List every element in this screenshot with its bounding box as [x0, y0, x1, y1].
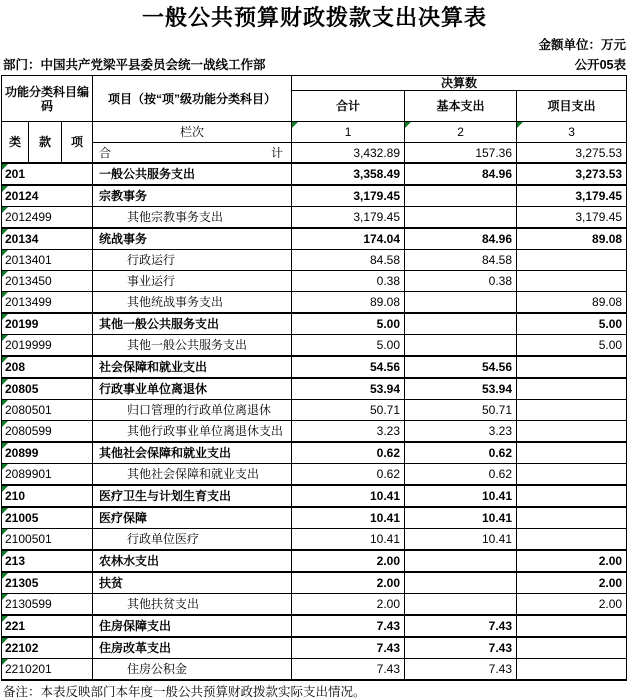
basic-amount-cell: 10.41 [405, 529, 517, 551]
section-code-header: 款 [29, 122, 62, 164]
project-amount-cell: 3,273.53 [517, 163, 627, 185]
table-code-label: 公开05表 [574, 58, 626, 72]
function-code-cell: 2019999 [2, 335, 93, 357]
project-amount-cell: 89.08 [517, 292, 627, 314]
function-code-cell: 2012499 [2, 207, 93, 229]
item-name-cell: 行政运行 [93, 250, 292, 271]
item-name-cell: 宗教事务 [93, 185, 292, 207]
basic-column-header: 基本支出 [405, 91, 517, 122]
basic-amount-cell: 50.71 [405, 400, 517, 421]
item-name-cell: 其他一般公共服务支出 [93, 335, 292, 357]
basic-amount-cell: 0.38 [405, 271, 517, 292]
project-amount-cell [517, 637, 627, 659]
table-row [2, 594, 627, 616]
total-amount-cell: 3,179.45 [292, 207, 405, 229]
total-amount-cell: 50.71 [292, 400, 405, 421]
total-amount-cell: 89.08 [292, 292, 405, 314]
total-amount-cell: 7.43 [292, 637, 405, 659]
project-amount-cell [517, 356, 627, 378]
function-code-cell: 20124 [2, 185, 93, 207]
function-code-cell: 2100501 [2, 529, 93, 551]
grand-total-label-cell [93, 143, 292, 164]
item-name-cell: 统战事务 [93, 228, 292, 250]
project-amount-cell [517, 271, 627, 292]
amount-unit-note: 金额单位：万元 [538, 38, 626, 52]
project-amount-cell: 2.00 [517, 550, 627, 572]
total-amount-cell: 10.41 [292, 529, 405, 551]
item-name-cell: 一般公共服务支出 [93, 163, 292, 185]
item-name-cell: 行政事业单位离退休 [93, 378, 292, 400]
function-code-cell: 201 [2, 163, 93, 185]
project-amount-cell [517, 421, 627, 443]
item-name-cell: 住房改革支出 [93, 637, 292, 659]
project-amount-cell [517, 615, 627, 637]
item-name-cell: 归口管理的行政单位离退休 [93, 400, 292, 421]
item-name-cell: 扶贫 [93, 572, 292, 594]
grand-total-amount: 3,432.89 [292, 143, 405, 164]
function-code-cell: 2130599 [2, 594, 93, 616]
basic-amount-cell [405, 572, 517, 594]
basic-amount-cell: 54.56 [405, 356, 517, 378]
footnote: 备注：本表反映部门本年度一般公共预算财政拨款实际支出情况。 [3, 685, 366, 699]
basic-amount-cell [405, 185, 517, 207]
grand-total-basic: 157.36 [405, 143, 517, 164]
total-amount-cell: 10.41 [292, 507, 405, 529]
table-row [2, 572, 627, 594]
total-amount-cell: 7.43 [292, 615, 405, 637]
function-code-cell: 2210201 [2, 659, 93, 681]
function-code-cell: 213 [2, 550, 93, 572]
project-amount-cell [517, 464, 627, 486]
project-amount-cell: 89.08 [517, 228, 627, 250]
project-amount-cell [517, 378, 627, 400]
project-amount-cell [517, 485, 627, 507]
total-amount-cell: 5.00 [292, 335, 405, 357]
function-code-cell: 21305 [2, 572, 93, 594]
basic-amount-cell [405, 594, 517, 616]
item-name-cell: 其他行政事业单位离退休支出 [93, 421, 292, 443]
project-amount-cell [517, 400, 627, 421]
total-amount-cell: 0.38 [292, 271, 405, 292]
total-amount-cell: 0.62 [292, 464, 405, 486]
project-amount-cell [517, 442, 627, 464]
subheader-line [0, 53, 629, 75]
table-row [2, 163, 627, 185]
total-amount-cell: 0.62 [292, 442, 405, 464]
function-code-cell: 2080501 [2, 400, 93, 421]
project-amount-cell: 5.00 [517, 335, 627, 357]
table-row [2, 550, 627, 572]
total-amount-cell: 3,179.45 [292, 185, 405, 207]
basic-amount-cell [405, 207, 517, 229]
function-code-cell: 221 [2, 615, 93, 637]
total-amount-cell: 5.00 [292, 313, 405, 335]
department-label: 部门：中国共产党梁平县委员会统一战线工作部 [3, 58, 266, 72]
table-row [2, 271, 627, 292]
total-amount-cell: 10.41 [292, 485, 405, 507]
column-number-2: 2 [405, 122, 517, 143]
grand-total-label-left: 合 [99, 145, 112, 160]
total-column-header: 合计 [292, 91, 405, 122]
item-name-cell: 其他扶贫支出 [93, 594, 292, 616]
table-row [2, 335, 627, 357]
page-title: 一般公共预算财政拨款支出决算表 [141, 5, 487, 30]
project-amount-cell [517, 250, 627, 271]
project-amount-cell [517, 659, 627, 681]
total-amount-cell: 3,358.49 [292, 163, 405, 185]
grand-total-project: 3,275.53 [517, 143, 627, 164]
basic-amount-cell: 53.94 [405, 378, 517, 400]
function-code-cell: 210 [2, 485, 93, 507]
basic-amount-cell: 10.41 [405, 485, 517, 507]
project-amount-cell: 2.00 [517, 572, 627, 594]
function-code-cell: 20134 [2, 228, 93, 250]
table-row [2, 356, 627, 378]
header-row-groups [2, 76, 627, 91]
basic-amount-cell: 10.41 [405, 507, 517, 529]
total-amount-cell: 54.56 [292, 356, 405, 378]
table-row [2, 292, 627, 314]
item-name-cell: 其他统战事务支出 [93, 292, 292, 314]
function-code-cell: 22102 [2, 637, 93, 659]
function-code-cell: 20805 [2, 378, 93, 400]
basic-amount-cell [405, 313, 517, 335]
table-row [2, 421, 627, 443]
item-name-cell: 事业运行 [93, 271, 292, 292]
amount-group-header: 决算数 [292, 76, 627, 91]
table-row [2, 185, 627, 207]
total-amount-cell: 174.04 [292, 228, 405, 250]
table-row [2, 637, 627, 659]
function-code-cell: 21005 [2, 507, 93, 529]
total-amount-cell: 7.43 [292, 659, 405, 681]
function-code-cell: 2013450 [2, 271, 93, 292]
table-body [2, 163, 627, 680]
project-amount-cell: 2.00 [517, 594, 627, 616]
table-row [2, 400, 627, 421]
table-row [2, 529, 627, 551]
function-code-cell: 208 [2, 356, 93, 378]
column-number-1: 1 [292, 122, 405, 143]
function-code-cell: 20899 [2, 442, 93, 464]
item-name-cell: 其他社会保障和就业支出 [93, 464, 292, 486]
basic-amount-cell: 84.96 [405, 163, 517, 185]
project-amount-cell [517, 507, 627, 529]
basic-amount-cell: 0.62 [405, 442, 517, 464]
grand-total-row [2, 143, 627, 164]
project-amount-cell: 3,179.45 [517, 185, 627, 207]
basic-amount-cell [405, 550, 517, 572]
budget-table [1, 75, 627, 681]
project-amount-cell: 3,179.45 [517, 207, 627, 229]
column-index-label: 栏次 [93, 122, 292, 143]
item-name-cell: 其他一般公共服务支出 [93, 313, 292, 335]
total-amount-cell: 84.58 [292, 250, 405, 271]
basic-amount-cell: 84.96 [405, 228, 517, 250]
basic-amount-cell: 84.58 [405, 250, 517, 271]
item-code-header: 项 [62, 122, 93, 164]
table-row [2, 442, 627, 464]
basic-amount-cell: 0.62 [405, 464, 517, 486]
total-amount-cell: 2.00 [292, 594, 405, 616]
item-name-cell: 其他宗教事务支出 [93, 207, 292, 229]
basic-amount-cell: 7.43 [405, 659, 517, 681]
class-code-header: 类 [2, 122, 29, 164]
item-name-cell: 农林水支出 [93, 550, 292, 572]
basic-amount-cell: 7.43 [405, 637, 517, 659]
table-row [2, 464, 627, 486]
item-name-cell: 行政单位医疗 [93, 529, 292, 551]
basic-amount-cell [405, 335, 517, 357]
header-row-column-numbers [2, 122, 627, 143]
table-row [2, 507, 627, 529]
table-row [2, 615, 627, 637]
project-amount-cell: 5.00 [517, 313, 627, 335]
function-code-cell: 2089901 [2, 464, 93, 486]
table-row [2, 207, 627, 229]
item-name-cell: 医疗卫生与计划生育支出 [93, 485, 292, 507]
code-group-header: 功能分类科目编码 [2, 76, 93, 122]
item-name-cell: 住房公积金 [93, 659, 292, 681]
basic-amount-cell [405, 292, 517, 314]
total-amount-cell: 3.23 [292, 421, 405, 443]
item-name-cell: 社会保障和就业支出 [93, 356, 292, 378]
total-amount-cell: 2.00 [292, 550, 405, 572]
column-number-3: 3 [517, 122, 627, 143]
function-code-cell: 2080599 [2, 421, 93, 443]
item-name-cell: 住房保障支出 [93, 615, 292, 637]
item-column-header: 项目（按“项”级功能分类科目） [93, 76, 292, 122]
item-name-cell: 其他社会保障和就业支出 [93, 442, 292, 464]
project-column-header: 项目支出 [517, 91, 627, 122]
table-row [2, 485, 627, 507]
project-amount-cell [517, 529, 627, 551]
item-name-cell: 医疗保障 [93, 507, 292, 529]
total-amount-cell: 2.00 [292, 572, 405, 594]
table-row [2, 659, 627, 681]
basic-amount-cell: 3.23 [405, 421, 517, 443]
function-code-cell: 20199 [2, 313, 93, 335]
function-code-cell: 2013499 [2, 292, 93, 314]
total-amount-cell: 53.94 [292, 378, 405, 400]
basic-amount-cell: 7.43 [405, 615, 517, 637]
table-row [2, 378, 627, 400]
table-row [2, 250, 627, 271]
table-row [2, 313, 627, 335]
table-row [2, 228, 627, 250]
grand-total-label-right: 计 [271, 145, 284, 160]
function-code-cell: 2013401 [2, 250, 93, 271]
